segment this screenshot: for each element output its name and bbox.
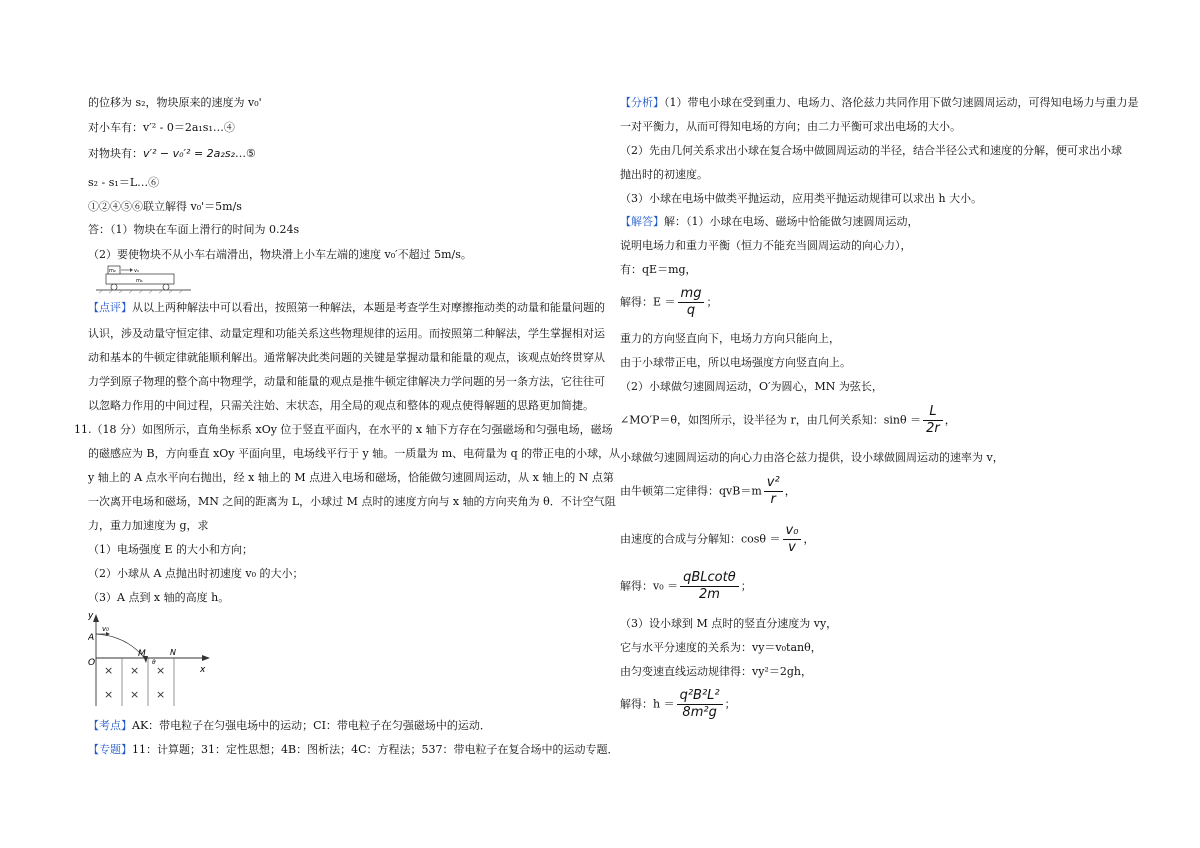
analysis-line: 一对平衡力，从而可得知电场的方向；由二力平衡可求出电场的大小。 xyxy=(620,120,961,133)
solution-line: 它与水平分速度的关系为：vy＝v₀tanθ， xyxy=(620,641,822,654)
formula-line: 由速度的合成与分解知：cosθ ＝ $\frac{\text{v₀}}{v}$ ， xyxy=(620,523,815,555)
fraction: $\frac{\text{v₀}}{v}$ xyxy=(783,523,802,556)
axis-y-label: y xyxy=(88,611,94,621)
field-cross: × xyxy=(130,664,140,677)
formula-line: 解得：h ＝ $\frac{\text{q²B²L²}}{\text{8m²g}}$ ； xyxy=(620,688,736,720)
solution-line: （2）小球做匀速圆周运动，O′为圆心，MN 为弦长， xyxy=(620,380,883,393)
question-line: 的磁感应为 B，方向垂直 xOy 平面向里，电场线平行于 y 轴。一质量为 m、电荷量为 q 的带正电的小球，从 xyxy=(88,447,621,460)
analysis-line: 【分析】（1）带电小球在受到重力、电场力、洛伦兹力共同作用下做匀速圆周运动，可得知电场力与重力是 xyxy=(620,96,1139,109)
solution-line: 小球做匀速圆周运动的向心力由洛仑兹力提供，设小球做圆周运动的速率为 v， xyxy=(620,451,1004,464)
subquestion-line: （2）小球从 A 点抛出时初速度 v₀ 的大小； xyxy=(88,567,304,580)
formula-line: 解得：E ＝ $\frac{mg}{q}$ ； xyxy=(620,286,718,318)
origin-label: O xyxy=(88,658,96,668)
question-number: 11. xyxy=(74,423,92,436)
fraction: $\frac{\text{v²}}{r}$ xyxy=(764,475,783,508)
theta-label: θ xyxy=(152,659,156,666)
analysis-line: 抛出时的初速度。 xyxy=(620,168,708,181)
v0-label: v₀ xyxy=(102,625,109,633)
field-cross: × xyxy=(130,688,140,701)
analysis-line: （3）小球在电场中做类平抛运动，应用类平抛运动规律可以求出 h 大小。 xyxy=(620,192,983,205)
text-line: s₂ - s₁＝L…⑥ xyxy=(88,176,160,189)
fraction: $\frac{L}{2r}$ xyxy=(923,404,943,437)
formula-line: ∠MO′P＝θ，如图所示，设半径为 r，由几何关系知：sinθ ＝ $\frac{L}{2r}$ ， xyxy=(620,404,956,436)
cart-mass-top-label: m₂ xyxy=(109,268,116,274)
comment-line: 认识，涉及动量守恒定律、动量定理和功能关系这些物理规律的运用。而按照第二种解法，学生掌握相对运 xyxy=(88,327,605,340)
topic-line: 【专题】11：计算题；31：定性思想；4B：图析法；4C：方程法；537：带电粒子在复合场中的运动专题． xyxy=(88,743,619,756)
cart-figure xyxy=(96,264,191,294)
field-cross: × xyxy=(156,688,166,701)
question-line: 11.（18 分）如图所示，直角坐标系 xOy 位于竖直平面内，在水平的 x 轴下方存在匀强磁场和匀强电场，磁场 xyxy=(74,423,613,436)
comment-line: 力学到原子物理的整个高中物理学，动量和能量的观点是推牛顿定律解决力学问题的另一条方法，它往往可 xyxy=(88,375,605,388)
comment-tag: 【点评】 xyxy=(88,301,132,314)
solution-line: 说明电场力和重力平衡（恒力不能充当圆周运动的向心力）， xyxy=(620,239,912,252)
point-a-label: A xyxy=(88,633,95,643)
text-line: 的位移为 s₂，物块原来的速度为 v₀' xyxy=(88,96,262,109)
solution-line: 由于小球带正电，所以电场强度方向竖直向上。 xyxy=(620,356,851,369)
cart-velocity-label: v₀ xyxy=(134,268,139,274)
solution-tag: 【解答】 xyxy=(620,215,664,228)
text-line: 答：（1）物块在车面上滑行的时间为 0.24s xyxy=(88,223,300,236)
formula-line: 解得：v₀ ＝ $\frac{\text{qBLcotθ}}{2m}$ ； xyxy=(620,570,752,602)
topic-tag: 【专题】 xyxy=(88,743,132,756)
analysis-tag: 【分析】 xyxy=(620,96,664,109)
text-line: （2）要使物块不从小车右端滑出，物块滑上小车左端的速度 v₀′不超过 5m/s。 xyxy=(88,248,472,261)
knowledge-tag: 【考点】 xyxy=(88,719,132,732)
cart-mass-bottom-label: m₁ xyxy=(136,278,143,284)
formula-line: 由牛顿第二定律得：qvB＝m $\frac{\text{v²}}{r}$ ， xyxy=(620,475,796,507)
question-line: 一次离开电场和磁场，MN 之间的距离为 L，小球过 M 点时的速度方向与 x 轴的方向夹角为 θ．不计空气阻 xyxy=(88,495,616,508)
fraction: $\frac{mg}{q}$ xyxy=(678,286,705,319)
field-cross: × xyxy=(104,664,114,677)
question-line: 力，重力加速度为 g，求 xyxy=(88,519,209,532)
comment-line: 动和基本的牛顿定律就能顺利解出。通常解决此类问题的关键是掌握动量和能量的观点，该观点始终贯穿从 xyxy=(88,351,605,364)
knowledge-point-line: 【考点】AK：带电粒子在匀强电场中的运动；CI：带电粒子在匀强磁场中的运动． xyxy=(88,719,491,732)
fraction: $\frac{\text{qBLcotθ}}{2m}$ xyxy=(680,570,739,603)
solution-line: 【解答】解：（1）小球在电场、磁场中恰能做匀速圆周运动， xyxy=(620,215,919,228)
question-line: y 轴上的 A 点水平向右抛出，经 x 轴上的 M 点进入电场和磁场，恰能做匀速圆周运动，从 x 轴上的 N 点第 xyxy=(88,471,614,484)
point-n-label: N xyxy=(170,648,176,657)
axis-x-label: x xyxy=(200,665,206,675)
solution-line: 由匀变速直线运动规律得：vy²＝2gh， xyxy=(620,665,812,678)
field-cross: × xyxy=(104,688,114,701)
solution-line: 有：qE＝mg， xyxy=(620,263,697,276)
fraction: $\frac{\text{q²B²L²}}{\text{8m²g}}$ xyxy=(677,688,723,721)
analysis-line: （2）先由几何关系求出小球在复合场中做圆周运动的半径，结合半径公式和速度的分解，便可求出小球 xyxy=(620,144,1122,157)
subquestion-line: （3）A 点到 x 轴的高度 h。 xyxy=(88,591,230,604)
solution-line: 重力的方向竖直向下，电场力方向只能向上， xyxy=(620,332,840,345)
field-figure xyxy=(88,610,218,710)
text-line: ①②④⑤⑥联立解得 v₀'＝5m/s xyxy=(88,200,242,213)
text-line: 对物块有：v′² − v₀′² = 2a₂s₂…⑤ xyxy=(88,147,256,160)
subquestion-line: （1）电场强度 E 的大小和方向； xyxy=(88,543,254,556)
comment-line: 【点评】从以上两种解法中可以看出，按照第一种解法，本题是考查学生对摩擦拖动类的动量和能量问题的 xyxy=(88,301,605,314)
solution-line: （3）设小球到 M 点时的竖直分速度为 vy， xyxy=(620,617,838,630)
comment-line: 以忽略力作用的中间过程，只需关注始、末状态，用全局的观点和整体的观点使得解题的思路更加简捷。 xyxy=(88,399,594,412)
text-line: 对小车有：v′² - 0＝2a₁s₁…④ xyxy=(88,121,235,134)
field-cross: × xyxy=(156,664,166,677)
point-m-label: M xyxy=(138,649,146,659)
